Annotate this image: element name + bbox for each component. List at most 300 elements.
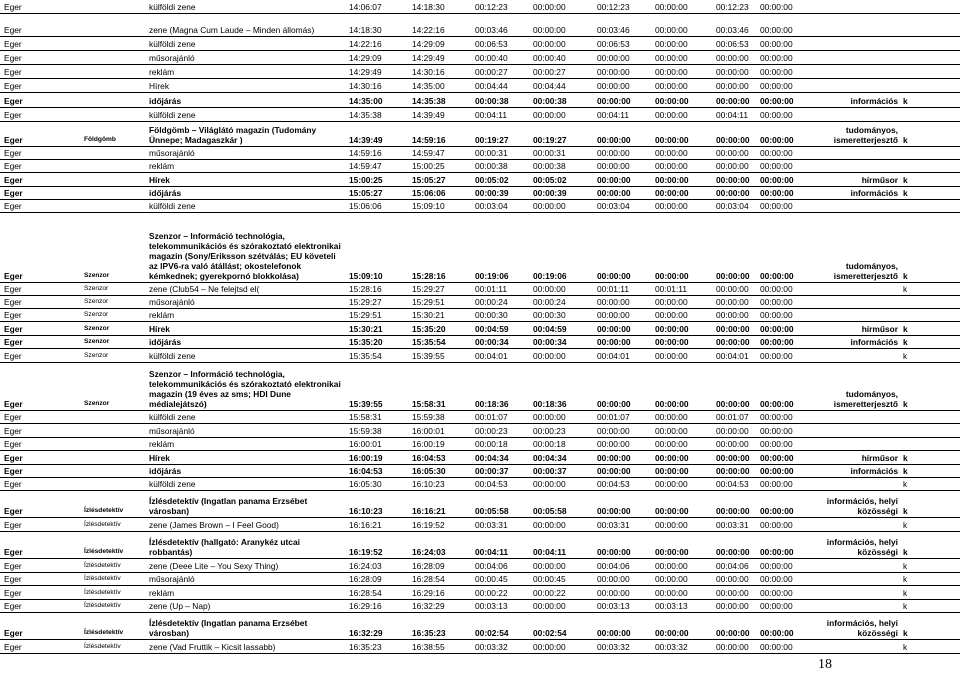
cell-col8: 00:00:00 xyxy=(655,310,688,320)
cell-start-time: 14:59:16 xyxy=(349,148,382,158)
cell-duration: 00:19:27 xyxy=(475,135,509,145)
cell-col8: 00:00:00 xyxy=(655,412,688,422)
cell-col10: 00:00:00 xyxy=(760,466,794,476)
cell-col7: 00:00:00 xyxy=(597,175,631,185)
cell-end-time: 16:29:16 xyxy=(412,588,445,598)
cell-col9: 00:00:00 xyxy=(716,310,749,320)
table-row xyxy=(0,573,960,586)
cell-duration: 00:06:53 xyxy=(475,39,508,49)
cell-program: Ízlésdetektív (hallgató: Aranykéz utcai robbantás) xyxy=(149,537,300,557)
cell-col7: 00:04:06 xyxy=(597,561,630,571)
cell-duration: 00:03:31 xyxy=(475,520,508,530)
table-row xyxy=(0,173,960,187)
cell-end-time: 16:10:23 xyxy=(412,479,445,489)
cell-start-time: 15:35:20 xyxy=(349,337,383,347)
cell-duration: 00:00:38 xyxy=(475,161,508,171)
cell-col6: 00:00:00 xyxy=(533,110,566,120)
cell-place: Eger xyxy=(4,520,22,530)
table-row xyxy=(0,518,960,532)
cell-col8: 00:00:00 xyxy=(655,324,689,334)
cell-source: Ízlésdetektív xyxy=(84,548,124,555)
table-row xyxy=(0,283,960,296)
cell-col6: 00:00:22 xyxy=(533,588,566,598)
cell-place: Eger xyxy=(4,271,23,281)
cell-duration: 00:00:30 xyxy=(475,310,508,320)
cell-start-time: 14:22:16 xyxy=(349,39,382,49)
cell-duration: 00:04:11 xyxy=(475,547,509,557)
cell-place: Eger xyxy=(4,53,22,63)
cell-end-time: 15:59:38 xyxy=(412,412,445,422)
table-row xyxy=(0,613,960,640)
cell-col10: 00:00:00 xyxy=(760,67,793,77)
cell-start-time: 16:00:01 xyxy=(349,439,382,449)
cell-col7: 00:00:00 xyxy=(597,271,631,281)
cell-program: reklám xyxy=(149,439,175,449)
cell-place: Eger xyxy=(4,574,22,584)
cell-col8: 00:00:00 xyxy=(655,135,689,145)
cell-col6: 00:00:23 xyxy=(533,426,566,436)
cell-col6: 00:00:38 xyxy=(533,161,566,171)
cell-col6: 00:00:45 xyxy=(533,574,566,584)
cell-duration: 00:04:53 xyxy=(475,479,508,489)
cell-program: Földgömb – Világlátó magazin (Tudomány Ünnepe; Madagaszkár ) xyxy=(149,125,317,145)
cell-start-time: 16:28:09 xyxy=(349,574,382,584)
cell-col9: 00:00:00 xyxy=(716,439,749,449)
cell-col7: 00:00:00 xyxy=(597,453,631,463)
cell-end-time: 16:35:23 xyxy=(412,628,446,638)
cell-flag: k xyxy=(903,188,908,198)
table-row xyxy=(0,0,960,14)
cell-place: Eger xyxy=(4,412,22,422)
cell-program: időjárás xyxy=(149,466,182,476)
cell-col10: 00:00:00 xyxy=(760,271,794,281)
cell-duration: 00:03:46 xyxy=(475,25,508,35)
cell-col9: 00:03:46 xyxy=(716,25,749,35)
cell-col8: 00:00:00 xyxy=(655,188,689,198)
table-row xyxy=(0,424,960,438)
table-row xyxy=(0,51,960,65)
cell-program: időjárás xyxy=(149,96,182,106)
cell-col7: 00:00:00 xyxy=(597,297,630,307)
cell-col6: 00:00:00 xyxy=(533,561,566,571)
cell-col6: 00:00:37 xyxy=(533,466,567,476)
cell-col10: 00:00:00 xyxy=(760,337,794,347)
cell-flag: k xyxy=(903,351,908,361)
cell-col9: 00:00:00 xyxy=(716,466,750,476)
cell-col8: 00:01:11 xyxy=(655,284,687,294)
cell-place: Eger xyxy=(4,110,22,120)
cell-col10: 00:00:00 xyxy=(760,2,793,12)
cell-program: Hírek xyxy=(149,175,170,185)
cell-col8: 00:00:00 xyxy=(655,53,688,63)
cell-col7: 00:00:00 xyxy=(597,574,630,584)
cell-col7: 00:03:13 xyxy=(597,601,630,611)
cell-flag: k xyxy=(903,588,908,598)
cell-col9: 00:00:00 xyxy=(716,453,750,463)
cell-col6: 00:00:00 xyxy=(533,601,566,611)
table-row xyxy=(0,322,960,336)
table-row xyxy=(0,586,960,600)
table-row xyxy=(0,37,960,51)
cell-place: Eger xyxy=(4,310,22,320)
cell-place: Eger xyxy=(4,188,23,198)
cell-place: Eger xyxy=(4,201,22,211)
cell-program: műsorajánló xyxy=(149,426,195,436)
cell-col9: 00:00:00 xyxy=(716,96,750,106)
cell-end-time: 14:39:49 xyxy=(412,110,445,120)
cell-program: időjárás xyxy=(149,188,182,198)
cell-col8: 00:00:00 xyxy=(655,161,688,171)
cell-col10: 00:00:00 xyxy=(760,110,793,120)
cell-duration: 00:00:40 xyxy=(475,53,508,63)
cell-col7: 00:00:00 xyxy=(597,188,631,198)
cell-flag: k xyxy=(903,479,908,489)
table-row xyxy=(0,200,960,213)
cell-col6: 00:00:00 xyxy=(533,284,566,294)
cell-place: Eger xyxy=(4,25,22,35)
cell-end-time: 16:28:09 xyxy=(412,561,445,571)
cell-place: Eger xyxy=(4,297,22,307)
cell-duration: 00:04:59 xyxy=(475,324,509,334)
cell-source: Szenzor xyxy=(84,285,109,292)
cell-col9: 00:00:00 xyxy=(716,284,749,294)
cell-end-time: 16:05:30 xyxy=(412,466,446,476)
cell-start-time: 16:04:53 xyxy=(349,466,383,476)
table-row xyxy=(0,160,960,173)
cell-place: Eger xyxy=(4,453,23,463)
cell-genre: információs xyxy=(850,96,898,106)
cell-col7: 00:04:53 xyxy=(597,479,630,489)
cell-col10: 00:00:00 xyxy=(760,547,794,557)
cell-start-time: 16:29:16 xyxy=(349,601,382,611)
table-row xyxy=(0,349,960,363)
table-row xyxy=(0,478,960,491)
cell-col10: 00:00:00 xyxy=(760,175,794,185)
cell-end-time: 16:16:21 xyxy=(412,506,446,516)
cell-col6: 00:00:27 xyxy=(533,67,566,77)
cell-place: Eger xyxy=(4,628,23,638)
cell-col10: 00:00:00 xyxy=(760,39,793,49)
cell-col9: 00:00:00 xyxy=(716,601,749,611)
cell-end-time: 14:29:09 xyxy=(412,39,445,49)
cell-flag: k xyxy=(903,284,908,294)
cell-program: zene (Vad Fruttik – Kicsit lassabb) xyxy=(149,642,276,652)
cell-flag: k xyxy=(903,506,908,516)
cell-place: Eger xyxy=(4,547,23,557)
cell-end-time: 15:29:51 xyxy=(412,297,445,307)
cell-col10: 00:00:00 xyxy=(760,574,793,584)
cell-col6: 00:04:11 xyxy=(533,547,567,557)
cell-source: Ízlésdetektív xyxy=(84,575,121,582)
cell-col7: 00:03:32 xyxy=(597,642,630,652)
cell-duration: 00:03:13 xyxy=(475,601,508,611)
cell-duration: 00:05:58 xyxy=(475,506,509,516)
table-row xyxy=(0,296,960,309)
cell-col6: 00:00:00 xyxy=(533,479,566,489)
cell-end-time: 15:35:54 xyxy=(412,337,446,347)
cell-col10: 00:00:00 xyxy=(760,601,793,611)
cell-flag: k xyxy=(903,520,908,530)
cell-col8: 00:00:00 xyxy=(655,67,688,77)
cell-col9: 00:00:00 xyxy=(716,161,749,171)
cell-col6: 00:00:39 xyxy=(533,188,567,198)
cell-end-time: 15:28:16 xyxy=(412,271,446,281)
cell-start-time: 14:06:07 xyxy=(349,2,382,12)
cell-duration: 00:01:11 xyxy=(475,284,507,294)
cell-end-time: 15:58:31 xyxy=(412,399,446,409)
cell-col9: 00:04:01 xyxy=(716,351,749,361)
cell-flag: k xyxy=(903,135,908,145)
cell-flag: k xyxy=(903,547,908,557)
cell-col9: 00:04:06 xyxy=(716,561,749,571)
cell-start-time: 16:28:54 xyxy=(349,588,382,598)
cell-end-time: 16:24:03 xyxy=(412,547,446,557)
cell-col6: 00:19:06 xyxy=(533,271,567,281)
table-row xyxy=(0,147,960,160)
cell-start-time: 15:05:27 xyxy=(349,188,383,198)
table-row xyxy=(0,451,960,465)
cell-col8: 00:00:00 xyxy=(655,110,688,120)
cell-source: Ízlésdetektív xyxy=(84,629,124,636)
cell-start-time: 15:09:10 xyxy=(349,271,383,281)
cell-col10: 00:00:00 xyxy=(760,148,793,158)
cell-place: Eger xyxy=(4,161,22,171)
cell-duration: 00:05:02 xyxy=(475,175,509,185)
cell-end-time: 15:39:55 xyxy=(412,351,445,361)
cell-col7: 00:01:11 xyxy=(597,284,629,294)
cell-col6: 00:00:31 xyxy=(533,148,566,158)
cell-genre: tudományos, ismeretterjesztő xyxy=(833,389,898,409)
cell-place: Eger xyxy=(4,601,22,611)
cell-program: reklám xyxy=(149,161,175,171)
cell-col9: 00:00:00 xyxy=(716,175,750,185)
cell-col10: 00:00:00 xyxy=(760,628,794,638)
cell-program: Szenzor – Információ technológia, telekommunikációs és szórakoztató elektronikai magazin (19 éves az sms; HDI Dune médialejátszó) xyxy=(149,369,341,409)
cell-place: Eger xyxy=(4,2,22,12)
cell-flag: k xyxy=(903,399,908,409)
cell-source: Ízlésdetektív xyxy=(84,643,121,650)
cell-col10: 00:00:00 xyxy=(760,453,794,463)
cell-col6: 00:19:27 xyxy=(533,135,567,145)
table-row xyxy=(0,309,960,322)
cell-col6: 00:04:34 xyxy=(533,453,567,463)
table-row xyxy=(0,122,960,147)
cell-col7: 00:00:00 xyxy=(597,628,631,638)
cell-col9: 00:00:00 xyxy=(716,188,750,198)
table-row xyxy=(0,93,960,108)
cell-genre: információs xyxy=(850,188,898,198)
cell-duration: 00:04:06 xyxy=(475,561,508,571)
cell-program: Hírek xyxy=(149,81,170,91)
cell-duration: 00:00:18 xyxy=(475,439,508,449)
cell-genre: információs, helyi közösségi xyxy=(826,496,898,516)
cell-program: zene (Club54 – Ne felejtsd el( xyxy=(149,284,260,294)
cell-duration: 00:18:36 xyxy=(475,399,509,409)
cell-col6: 00:04:59 xyxy=(533,324,567,334)
cell-col7: 00:00:00 xyxy=(597,81,630,91)
cell-program: időjárás xyxy=(149,337,182,347)
cell-col9: 00:00:00 xyxy=(716,324,750,334)
cell-program: műsorajánló xyxy=(149,574,195,584)
cell-col6: 00:05:02 xyxy=(533,175,567,185)
cell-col8: 00:00:00 xyxy=(655,439,688,449)
cell-col8: 00:00:00 xyxy=(655,426,688,436)
cell-col6: 00:00:40 xyxy=(533,53,566,63)
cell-duration: 00:03:32 xyxy=(475,642,508,652)
cell-col10: 00:00:00 xyxy=(760,135,794,145)
cell-genre: információs, helyi közösségi xyxy=(826,618,898,638)
cell-col10: 00:00:00 xyxy=(760,201,793,211)
cell-place: Eger xyxy=(4,399,23,409)
cell-program: műsorajánló xyxy=(149,148,195,158)
table-row xyxy=(0,559,960,573)
cell-col10: 00:00:00 xyxy=(760,520,793,530)
cell-start-time: 15:58:31 xyxy=(349,412,382,422)
cell-place: Eger xyxy=(4,439,22,449)
cell-start-time: 15:29:51 xyxy=(349,310,382,320)
cell-place: Eger xyxy=(4,96,23,106)
cell-duration: 00:12:23 xyxy=(475,2,508,12)
cell-program: zene (Up – Nap) xyxy=(149,601,211,611)
cell-start-time: 16:35:23 xyxy=(349,642,382,652)
cell-place: Eger xyxy=(4,479,22,489)
cell-duration: 00:01:07 xyxy=(475,412,508,422)
cell-genre: információs xyxy=(850,337,898,347)
cell-col8: 00:00:00 xyxy=(655,628,689,638)
cell-program: reklám xyxy=(149,67,175,77)
cell-col7: 00:00:00 xyxy=(597,310,630,320)
cell-place: Eger xyxy=(4,135,23,145)
cell-col7: 00:00:00 xyxy=(597,439,630,449)
cell-end-time: 16:38:55 xyxy=(412,642,445,652)
cell-col6: 00:04:44 xyxy=(533,81,566,91)
cell-program: külföldi zene xyxy=(149,39,196,49)
cell-start-time: 15:59:38 xyxy=(349,426,382,436)
cell-end-time: 14:59:47 xyxy=(412,148,445,158)
cell-source: Szenzor xyxy=(84,298,109,305)
cell-col8: 00:00:00 xyxy=(655,588,688,598)
cell-end-time: 14:18:30 xyxy=(412,2,445,12)
cell-place: Eger xyxy=(4,284,22,294)
cell-duration: 00:00:22 xyxy=(475,588,508,598)
cell-col9: 00:03:31 xyxy=(716,520,749,530)
cell-flag: k xyxy=(903,466,908,476)
cell-col9: 00:00:00 xyxy=(716,506,750,516)
cell-col10: 00:00:00 xyxy=(760,96,794,106)
cell-col8: 00:00:00 xyxy=(655,466,689,476)
cell-col6: 00:00:18 xyxy=(533,439,566,449)
cell-col7: 00:00:00 xyxy=(597,588,630,598)
cell-duration: 00:00:27 xyxy=(475,67,508,77)
cell-col8: 00:00:00 xyxy=(655,453,689,463)
cell-end-time: 14:30:16 xyxy=(412,67,445,77)
cell-genre: hírműsor xyxy=(861,324,898,334)
cell-source: Szenzor xyxy=(84,311,109,318)
cell-col7: 00:04:11 xyxy=(597,110,629,120)
cell-place: Eger xyxy=(4,67,22,77)
cell-source: Ízlésdetektív xyxy=(84,507,124,514)
cell-end-time: 15:06:06 xyxy=(412,188,446,198)
cell-genre: tudományos, ismeretterjesztő xyxy=(833,125,898,145)
cell-place: Eger xyxy=(4,175,23,185)
cell-col8: 00:00:00 xyxy=(655,297,688,307)
cell-col8: 00:00:00 xyxy=(655,271,689,281)
cell-start-time: 16:24:03 xyxy=(349,561,382,571)
cell-col10: 00:00:00 xyxy=(760,351,793,361)
cell-col10: 00:00:00 xyxy=(760,588,793,598)
cell-start-time: 14:29:49 xyxy=(349,67,382,77)
table-row xyxy=(0,187,960,200)
cell-duration: 00:00:24 xyxy=(475,297,508,307)
cell-start-time: 14:30:16 xyxy=(349,81,382,91)
cell-source: Szenzor xyxy=(84,338,110,345)
cell-col6: 00:00:00 xyxy=(533,2,566,12)
cell-duration: 00:02:54 xyxy=(475,628,509,638)
cell-source: Földgömb xyxy=(84,136,116,143)
cell-place: Eger xyxy=(4,324,23,334)
cell-col9: 00:03:04 xyxy=(716,201,749,211)
cell-duration: 00:00:39 xyxy=(475,188,509,198)
cell-start-time: 14:18:30 xyxy=(349,25,382,35)
cell-col6: 00:00:00 xyxy=(533,39,566,49)
cell-col7: 00:04:01 xyxy=(597,351,630,361)
cell-col6: 00:00:00 xyxy=(533,412,566,422)
cell-genre: hírműsor xyxy=(861,453,898,463)
cell-program: külföldi zene xyxy=(149,2,196,12)
cell-col7: 00:00:00 xyxy=(597,324,631,334)
cell-col7: 00:00:00 xyxy=(597,161,630,171)
cell-col9: 00:00:00 xyxy=(716,81,749,91)
cell-col6: 00:00:00 xyxy=(533,351,566,361)
cell-flag: k xyxy=(903,628,908,638)
cell-place: Eger xyxy=(4,351,22,361)
cell-col6: 00:00:24 xyxy=(533,297,566,307)
cell-col6: 00:00:34 xyxy=(533,337,567,347)
cell-start-time: 16:32:29 xyxy=(349,628,383,638)
cell-flag: k xyxy=(903,271,908,281)
cell-col9: 00:00:00 xyxy=(716,642,749,652)
cell-end-time: 15:35:20 xyxy=(412,324,446,334)
cell-program: műsorajánló xyxy=(149,297,195,307)
table-row xyxy=(0,336,960,349)
cell-duration: 00:00:37 xyxy=(475,466,509,476)
cell-start-time: 16:10:23 xyxy=(349,506,383,516)
cell-end-time: 15:30:21 xyxy=(412,310,445,320)
cell-col9: 00:12:23 xyxy=(716,2,749,12)
cell-end-time: 14:59:16 xyxy=(412,135,446,145)
cell-start-time: 15:06:06 xyxy=(349,201,382,211)
cell-start-time: 16:16:21 xyxy=(349,520,382,530)
cell-start-time: 15:00:25 xyxy=(349,175,383,185)
cell-end-time: 16:28:54 xyxy=(412,574,445,584)
cell-end-time: 15:00:25 xyxy=(412,161,445,171)
cell-duration: 00:04:01 xyxy=(475,351,508,361)
cell-col8: 00:00:00 xyxy=(655,506,689,516)
cell-col9: 00:00:00 xyxy=(716,574,749,584)
cell-col6: 00:02:54 xyxy=(533,628,567,638)
cell-col9: 00:06:53 xyxy=(716,39,749,49)
cell-col8: 00:03:32 xyxy=(655,642,688,652)
cell-genre: tudományos, ismeretterjesztő xyxy=(833,261,898,281)
cell-col7: 00:00:00 xyxy=(597,67,630,77)
cell-col10: 00:00:00 xyxy=(760,506,794,516)
cell-col9: 00:00:00 xyxy=(716,67,749,77)
table-row xyxy=(0,108,960,122)
cell-source: Ízlésdetektív xyxy=(84,589,121,596)
cell-col10: 00:00:00 xyxy=(760,399,794,409)
cell-program: zene (James Brown – I Feel Good) xyxy=(149,520,279,530)
cell-place: Eger xyxy=(4,588,22,598)
